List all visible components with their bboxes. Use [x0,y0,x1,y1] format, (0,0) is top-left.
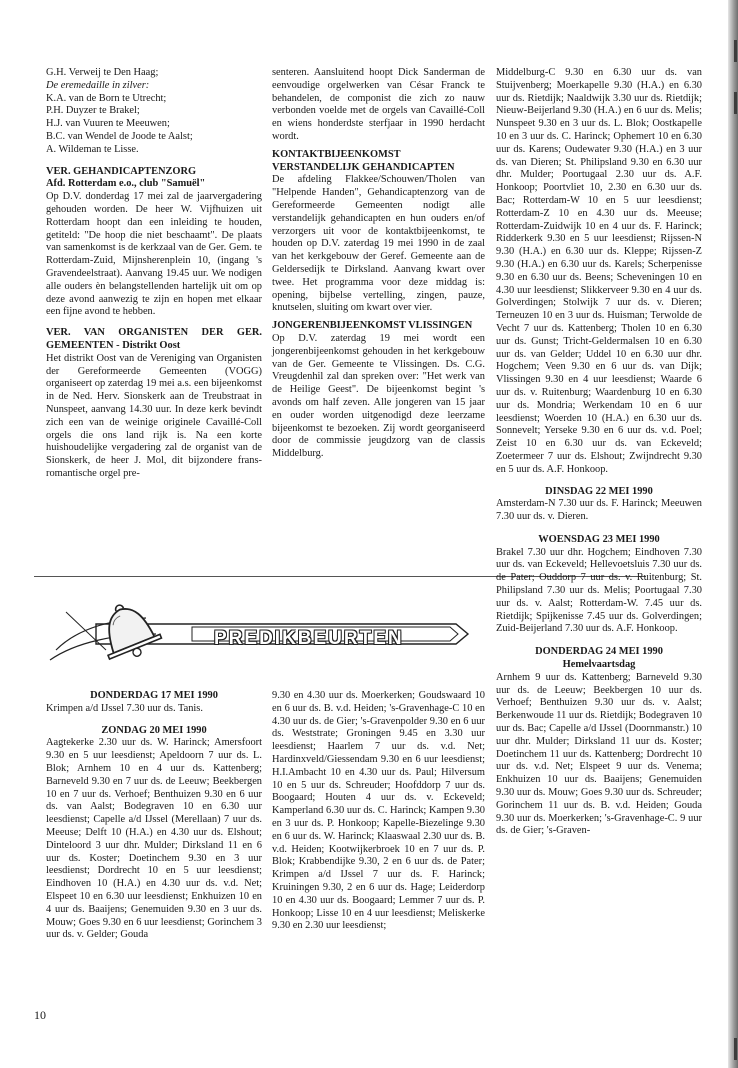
right-column [496,67,702,838]
award-line: G.H. Verweij te Den Haag; [46,67,159,78]
lower-column-2 [272,690,485,933]
banner-title: PREDIKBEURTEN [214,628,404,649]
page-edge-mark [734,92,737,114]
article-paragraph: Het distrikt Oost van de Vereniging van Organisten der Gereformeerde Gemeenten (VOGG) organiseert op zaterdag 19 mei a.s. een bijeenkomst in de Ned. Herv. Sionskerk aan de Treubstraat in Nunspeet, aanvang 14.30 uur. In deze kerk bevindt zich een van de weinige originele Cavaillé-Coll orgels die ons land rijk is. Na een korte huishoudelijke vergadering zal de organist van de Sionskerk, de heer J. Mol, dit bijzondere frans-romantische orgel pre- [46,352,262,479]
award-line: H.J. van Vuuren te Meeuwen; [46,118,170,130]
article-paragraph: De afdeling Flakkee/Schouwen/Tholen van "Helpende Handen", Gehandicaptenzorg van de Gereformeerde Gemeenten nodigt alle verstandelijk gehandicapten en hun ouders en/of verzorgers uit voor de kontaktbijeenkomst, te houden op D.V. zaterdag 19 mei 1990 in de zaal van het kerkgebouw der Geref. Gemeente aan de Geldersedijk te Dirksland. Aanvang kwart over twee. Het programma voor deze middag is: opening, bijbelse vertelling, zingen, pauze, knutselen, sluiting om kwart over vier. [272,174,485,314]
awards-list [46,67,262,157]
listing-paragraph: Amsterdam-N 7.30 uur ds. F. Harinck; Meeuwen 7.30 uur ds. v. Dieren. [496,498,702,523]
listing-paragraph: 9.30 en 4.30 uur ds. Moerkerken; Goudswaard 10 en 6 uur ds. B. v.d. Heiden; 's-Gravenhage-C 10 en 4.30 uur ds. de Gier; 's-Gravenpolder 9.30 en 6 uur ds. Weststrate; Groningen 9.45 en 3.30 uur leesdienst; Haarlem 7 uur ds. v.d. Net; Hardinxveld/Giessendam 9.30 en 6 uur leesdienst; H.I.Ambacht 10 en 4.30 uur ds. Paul; Hilversum 10 en 5 uur ds. Schreuder; Hoofddorp 7 uur ds. Boogaard; Houten 4 uur ds. v. Eckeveld; Kamperland 6.30 uur ds. C. Harinck; Kampen 9.30 en 3 uur ds. P. Honkoop; Kapelle-Biezelinge 9.30 en 6 uur ds. W. Harinck; Klaaswaal 2.30 uur ds. B. v.d. Heiden; Kootwijkerbroek 10 en 7 uur ds. P. Blok; Krabbendijke 9.30, 2 en 6 uur ds. de Pater; Krimpen a/d IJssel 7 uur ds. F. Harinck; Kruiningen 9.30, 2 en 6 uur ds. Hage; Leiderdorp 10 en 4.30 uur ds. Boogaard; Lemmer 7 uur ds. P. Honkoop; Lisse 10 en 4 uur leesdienst; Meliskerke 9.30 en 2.30 uur leesdienst; [272,690,485,932]
upper-column-1 [46,67,262,481]
listing-paragraph: Brakel 7.30 uur dhr. Hogchem; Eindhoven 7.30 uur ds. van Eckeveld; Hellevoetsluis 7.30 uur ds. de Pater; Ouddorp 7 uur ds. v. Ruitenburg; St. Philipsland 7.30 uur ds. Melis; Poortugaal 7.30 uur ds. v. Aalst; Rotterdam-W. 7.45 uur ds. Rietdijk; Spijkenisse 7.45 uur ds. Golverdingen; Zuid-Beijerland 7.30 uur ds. A.F. Honkoop. [496,546,702,635]
award-line: A. Wildeman te Lisse. [46,143,139,155]
page-number: 10 [34,1008,46,1022]
article-paragraph: Op D.V. zaterdag 19 mei wordt een jongerenbijeenkomst gehouden in het kerkgebouw van de Ger. Gemeente te Vlissingen. Ds. C.G. Vreugdenhil zal dan spreken over: "Het werk van de Heilige Geest". De bijeenkomst begint 's avonds om half zeven. Alle jongeren van 15 jaar en ouder worden uitgenodigd deze leerzame bijeenkomst te bezoeken. Zij wordt georganiseerd door de commissie jeugdzorg van de classis Middelburg. [272,332,485,460]
listing-paragraph: Krimpen a/d IJssel 7.30 uur ds. Tanis. [46,702,203,714]
listing-paragraph: Arnhem 9 uur ds. Kattenberg; Barneveld 9.30 uur ds. de Leeuw; Beekbergen 10 uur ds. Verhoef; Benthuizen 9.30 uur ds. v. Aalst; Berkenwoude 11 uur ds. Rietdijk; Bodegraven 10 uur ds. Bac; Capelle a/d IJssel (Doornmanstr.) 10 uur dhr. Mulder; Dirksland 11 uur ds. Koster; Doetinchem 11 uur ds. Kattenberg; Dordrecht 10 uur ds. v.d. Net; Elspeet 9 uur ds. Venema; Enkhuizen 10 uur ds. Baaijens; Genemuiden 9.30 uur ds. Mouw; Goes 9.30 uur ds. Schreuder; Gorinchem 11 uur ds. B. v.d. Heiden; Gouda 9.30 uur ds. Moerkerken; 's-Gravenhage-C. 9 uur ds. de Gier; 's-Graven- [496,671,702,837]
page-edge [728,0,738,1068]
lower-column-1 [46,690,262,942]
section-heading: VER. VAN ORGANISTEN DER GER. GEMEENTEN - Distrikt Oost [46,327,262,351]
upper-column-2 [272,67,485,461]
section-heading: KONTAKTBIJEENKOMST VERSTANDELIJK GEHANDICAPTEN [272,148,455,173]
date-subheading: Hemelvaartsdag [562,659,636,671]
section-heading: JONGERENBIJEENKOMST VLISSINGEN [272,320,473,332]
listing-paragraph: Aagtekerke 2.30 uur ds. W. Harinck; Amersfoort 9.30 en 5 uur leesdienst; Apeldoorn 7 uur ds. L. Blok; Arnhem 10 en 4 uur ds. Kattenberg; Barneveld 9.30 en 7 uur ds. de Leeuw; Beekbergen 10 en 7 uur ds. Verhoef; Benthuizen 9.30 en 6 uur ds. van Aalst; Bodegraven 10 en 6.30 uur leesdienst; Capelle a/d IJssel (Merellaan) 7 uur ds. Meeuse; Delft 10 (H.A.) en 4.30 uur ds. Elshout; Dinteloord 3 uur dhr. Mulder; Dirksland 11 en 6 uur ds. Koster; Doetinchem 9.30 en 3 uur leesdienst; Dordrecht 10 en 5 uur leesdienst; Eindhoven 10 (H.A.) en 4.30 uur ds. v.d. Net; Elspeet 10 en 6.30 uur leesdienst; Enkhuizen 10 en 4 uur ds. Baaijens; Genemuiden 9.30 en 3 uur ds. Mouw; Goes 9.30 en 6 uur leesdienst; Gorinchem 3 uur ds. v. Gelder; Gouda [46,737,262,941]
date-heading: DONDERDAG 24 MEI 1990 [535,646,663,658]
section-subheading: Afd. Rotterdam e.o., club "Samuël" [46,178,206,190]
page-edge-mark [734,1038,737,1060]
award-line: B.C. van Wendel de Joode te Aalst; [46,130,193,142]
award-line: P.H. Duyzer te Brakel; [46,105,140,117]
article-paragraph: senteren. Aansluitend hoopt Dick Sanderman de eenvoudige orgelwerken van César Franck te behandelen, de componist die zich zo nauw verbonden voelde met de orgels van Cavaillé-Coll en wiens honderdste sterfjaar in 1990 herdacht wordt. [272,67,485,142]
award-line: K.A. van de Born te Utrecht; [46,92,167,104]
date-heading: WOENSDAG 23 MEI 1990 [538,533,660,545]
date-heading: DINSDAG 22 MEI 1990 [545,485,653,497]
article-paragraph: Op D.V. donderdag 17 mei zal de jaarvergadering gehouden worden. De heer W. Vijfhuizen uit Rotterdam hoopt dan een inleiding te houden, getiteld: "De hoop die niet beschaamt". De plaats van samenkomst is de kerkzaal van de Ger. Gem. te Rotterdam-Zuid, Mijnsherenplein 10, (ingang 's Gravendeelstraat). Aanvang 19.45 uur. We nodigen alle ouders èn belangstellenden hartelijk uit om op deze avond aanwezig te zijn en hopen met elkaar een fijne avond te hebben. [46,191,262,318]
date-heading: DONDERDAG 17 MEI 1990 [90,690,218,701]
listing-paragraph: Middelburg-C 9.30 en 6.30 uur ds. van Stuijvenberg; Moerkapelle 9.30 (H.A.) en 6.30 uur ds. Rietdijk; Naaldwijk 3.30 uur ds. Rietdijk; Nieuw-Beijerland 9.30 (H.A.) en 6 uur ds. Melis; Nunspeet 9.30 en 3 uur ds. L. Blok; Oostkapelle 10 en 3 uur ds. C. Harinck; Ophemert 10 en 6.30 uur ds. Karens; Oudewater 9.30 (H.A.) en 3 uur ds. van Dieren; St. Philipsland 9.30 en 6.30 uur dhr. Mulder; Poortugaal 2.30 uur ds. A.F. Honkoop; Poortvliet 10, 2.30 en 6.30 uur ds. Bac; Rotterdam-W 10 en 5 uur leesdienst; Rotterdam-Z 10 en 4.30 uur ds. Meeuse; Rotterdam-Zuidwijk 10 en 4 uur ds. F. Harinck; Ridderkerk 9.30 en 5 uur leesdienst; Rijssen-N 9.30 (H.A.) en 6.30 uur ds. Kleppe; Rijssen-Z 9.30 (H.A.) en 6.30 uur ds. Karels; Scherpenisse 9.30 en 6.30 uur ds. Beens; Scheveningen 10 en 4.30 uur leesdienst; Slikkerveer 9.30 en 4 uur ds. Golverdingen; Stolwijk 7 uur ds. v. Dieren; Terneuzen 10 en 3 uur ds. Huisman; Terwolde de Vecht 7 uur ds. Kattenberg; Tholen 10 en 6.30 uur ds. Gunst; Tricht-Geldermalsen 10 en 6.30 uur ds. van Gelder; Uddel 10 en 6.30 uur dhr. Hogchem; Veen 9.30 en 6 uur ds. van Dijk; Vlissingen 9.30 en 4 uur leesdienst; Waarde 6 uur ds. v. Ruitenburg; Waardenburg 10 en 6.30 uur ds. Mondria; Werkendam 10 en 6 uur leesdienst; Woerden 10 (H.A.) en 6.30 uur ds. Sonnevelt; Yerseke 9.30 en 6 uur ds. v.d. Poel; Zeist 10 en 6.30 uur ds. van Eckeveld; Zoetermeer 7 uur ds. Elshout; Zwijndrecht 9.30 en 5 uur ds. A.F. Honkoop. [496,67,702,475]
section-heading: VER. GEHANDICAPTENZORG [46,165,197,177]
page-edge-mark [734,40,737,62]
date-heading: ZONDAG 20 MEI 1990 [101,724,207,736]
predikbeurten-banner [36,590,476,670]
award-category: De eremedaille in zilver: [46,79,150,91]
